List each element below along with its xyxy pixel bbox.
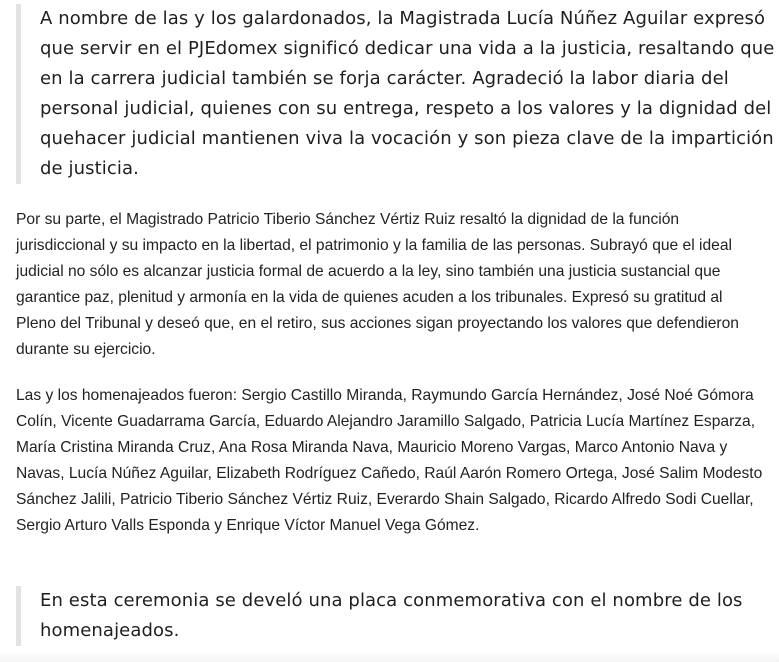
pull-quote-bottom — [16, 586, 779, 646]
body-paragraph-2: Las y los homenajeados fueron: Sergio Castillo Miranda, Raymundo García Hernández, José Noé Gómora Colín, Vicente Guadarrama García, Eduardo Alejandro Jaramillo Salgado, Patricia Lucía Martínez Esparza, María Cristina Miranda Cruz, Ana Rosa Miranda Nava, Mauricio Moreno Vargas, Marco Antonio Nava y Navas, Lucía Núñez Aguilar, Elizabeth Rodríguez Cañedo, Raúl Aarón Romero Ortega, José Salim Modesto Sánchez Jalili, Patricio Tiberio Sánchez Vértiz Ruiz, Everardo Shain Salgado, Ricardo Alfredo Sodi Cuellar, Sergio Arturo Valls Esponda y Enrique Víctor Manuel Vega Gómez. — [16, 387, 763, 534]
body-paragraph-1: Por su parte, el Magistrado Patricio Tiberio Sánchez Vértiz Ruiz resaltó la dignidad de la función jurisdiccional y su impacto en la libertad, el patrimonio y la familia de las personas. Subrayó que el ideal judicial no sólo es alcanzar justicia formal de acuerdo a la ley, sino también una justicia sustancial que garantice paz, plenitud y armonía en la vida de quienes acuden a los tribunales. Expresó su gratitud al Pleno del Tribunal y deseó que, en el retiro, sus acciones sigan proyectando los valores que defendieron durante su ejercicio. — [16, 211, 739, 358]
bottom-fade — [0, 652, 779, 662]
pull-quote-top — [16, 4, 779, 184]
pull-quote-top-text: A nombre de las y los galardonados, la Magistrada Lucía Núñez Aguilar expresó que servir en el PJEdomex significó dedicar una vida a la justicia, resaltando que en la carrera judicial también se forja carácter. Agradeció la labor diaria del personal judicial, quienes con su entrega, respeto a los valores y la dignidad del quehacer judicial mantienen viva la vocación y son pieza clave de la impartición de justicia. — [40, 8, 775, 179]
pull-quote-bottom-text: En esta ceremonia se develó una placa conmemorativa con el nombre de los homenajeados. — [40, 590, 743, 641]
